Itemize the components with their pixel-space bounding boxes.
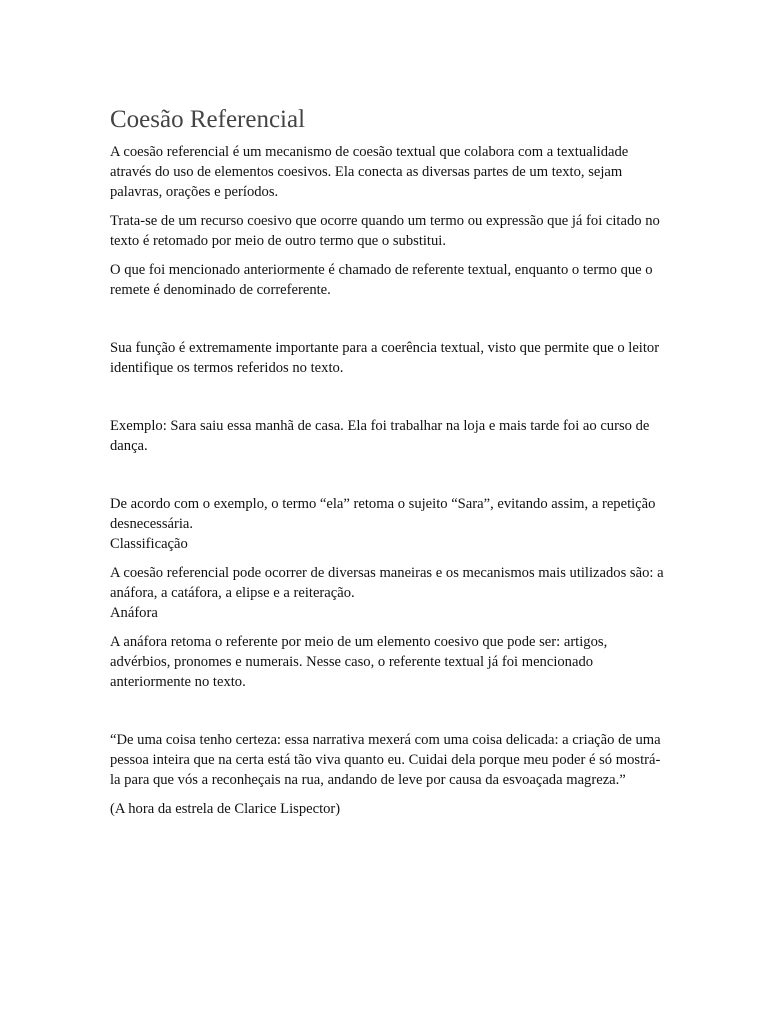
page-title: Coesão Referencial — [110, 106, 306, 133]
document-page — [110, 104, 670, 819]
section-heading-anafora: Anáfora — [110, 605, 158, 621]
paragraph-anafora: A anáfora retoma o referente por meio de um elemento coesivo que pode ser: artigos, advérbios, pronomes e numerais. Nesse caso, o referente textual já foi mencionado anteriormente no texto. — [110, 634, 608, 690]
quote-block: “De uma coisa tenho certeza: essa narrativa mexerá com uma coisa delicada: a criação de uma pessoa inteira que na certa está tão viva quanto eu. Cuidai dela porque meu poder é só mostrá-la para que vós a reconheçais na rua, andando de leve por causa da esvoaçada magreza.” — [110, 732, 661, 788]
paragraph-classificacao: A coesão referencial pode ocorrer de diversas maneiras e os mecanismos mais utilizados são: a anáfora, a catáfora, a elipse e a reiteração. — [110, 565, 664, 601]
paragraph-recurso: Trata-se de um recurso coesivo que ocorre quando um termo ou expressão que já foi citado no texto é retomado por meio de outro termo que o substitui. — [110, 213, 660, 249]
quote-citation: (A hora da estrela de Clarice Lispector) — [110, 801, 341, 817]
paragraph-exemplo: Exemplo: Sara saiu essa manhã de casa. Ela foi trabalhar na loja e mais tarde foi ao curso de dança. — [110, 418, 650, 454]
section-heading-classificacao: Classificação — [110, 536, 188, 552]
paragraph-referente: O que foi mencionado anteriormente é chamado de referente textual, enquanto o termo que o remete é denominado de correferente. — [110, 262, 653, 298]
paragraph-funcao: Sua função é extremamente importante para a coerência textual, visto que permite que o leitor identifique os termos referidos no texto. — [110, 340, 660, 376]
paragraph-definition: A coesão referencial é um mecanismo de coesão textual que colabora com a textualidade através do uso de elementos coesivos. Ela conecta as diversas partes de um texto, sejam palavras, orações e períodos. — [110, 144, 629, 200]
paragraph-explicacao: De acordo com o exemplo, o termo “ela” retoma o sujeito “Sara”, evitando assim, a repetição desnecessária. — [110, 496, 656, 532]
